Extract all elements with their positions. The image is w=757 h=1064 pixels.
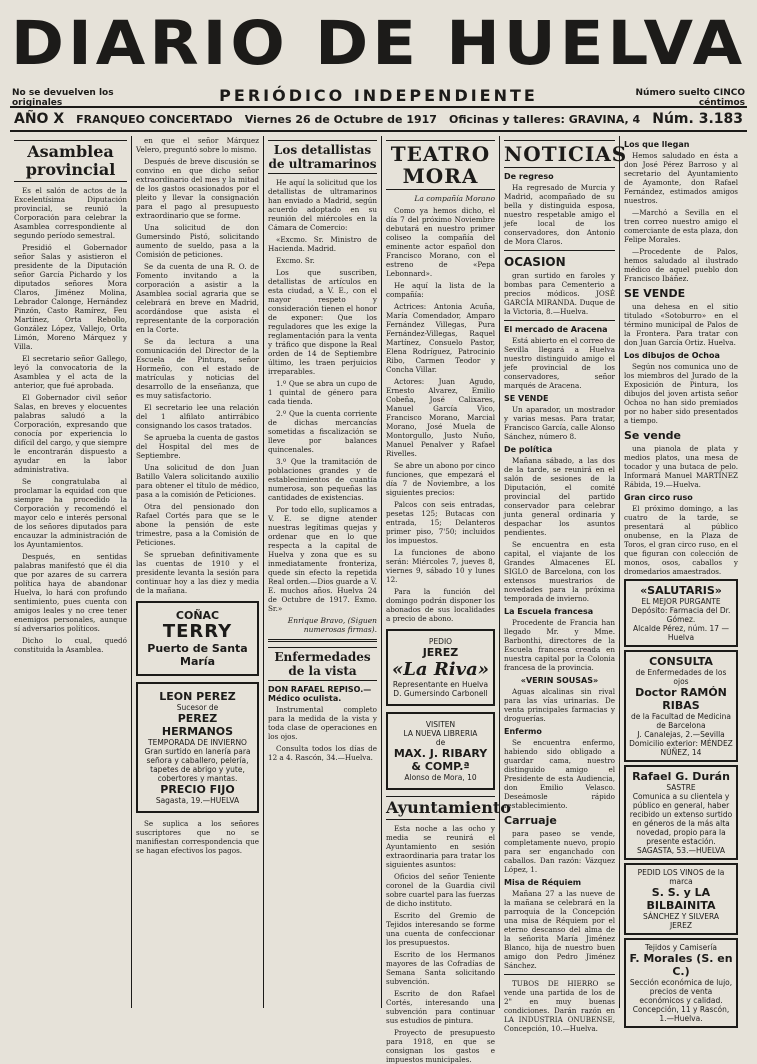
paragraph: Se sprueban definitivamente las cuentas de 1910 y el presidente levanta la sesión para continuar hoy a las diez y media de la mañana.: [136, 550, 259, 595]
paragraph: Escrito de don Rafael Cortés, interesando una subvención para continuar sus estudios de pintura.: [386, 989, 495, 1025]
paragraph: Hemos saludado en ésta a don José Pérez Barroso y al secretario del Ayuntamiento de Ayamonte, don Rafael Fernández, estimados amigos nuestros.: [624, 151, 738, 205]
ad-brand: Rafael G. Durán: [632, 770, 730, 783]
ad-brand: Doctor RAMÓN RIBAS: [635, 686, 727, 712]
ad-brand: MAX. J. RIBARY & COMP.ª: [393, 747, 488, 773]
ocasion-title: OCASION: [504, 255, 566, 269]
ad-line: LA NUEVA LIBRERIA: [403, 729, 478, 738]
column-5: [500, 136, 628, 1033]
carruaje-title: Carruaje: [504, 814, 557, 827]
paragraph: Proyecto de presupuesto para 1918, en que se consignan los gastos e impuestos municipales.: [386, 1028, 495, 1064]
subhead: Enfermo: [504, 727, 542, 736]
paragraph: El próximo domingo, a las cuatro de la tarde, se presentará al público onubense, en la Plaza de Toros, el gran circo ruso, en el que figuran con colección de monos, osos, caballos y dromedarios amaestrados.: [624, 504, 738, 576]
paragraph: Actores: Juan Agudo, Ernesto Alvarez, Emilio Cobeña, José Calixares, Manuel García Vico, Francisco Morano, Marcial Morano, José Muela de Montorgullo, Justo Nuño, Manuel Penalver y Rafael Rivelles.: [386, 377, 495, 458]
paragraph: Un aparador, un mostrador y varias mesas. Para tratar, Francisco García, calle Alonso Sánchez, número 8.: [504, 405, 615, 441]
ad-line: Alonso de Mora, 10: [404, 773, 477, 782]
postage-note: FRANQUEO CONCERTADO: [76, 112, 233, 126]
ad-line: de Enfermedades de los ojos: [635, 668, 727, 686]
paragraph: Escrito de los Hermanos mayores de las Cofradías de Semana Santa solicitando subvención.: [386, 950, 495, 986]
paragraph: Dicho lo cual, quedó constituida la Asamblea.: [14, 636, 127, 654]
divider: [504, 974, 615, 975]
paragraph: Actrices: Antonia Acuña, María Comendador, Amparo Fernández Villegas, Pura Fernández-Villegas, Raquel Martínez, Consuelo Pastor, Elena Rodríguez, Patrocinio Ribo, Carmen Teodor y Concha Villar.: [386, 302, 495, 374]
ad-consulta: [624, 650, 738, 762]
ad-line: Comunica a su clientela y público en general, haber recibido un extenso surtido en géneros de la más alta novedad, propio para la presente estación.: [629, 792, 733, 846]
paragraph: Oficios del señor Teniente coronel de la Guardia civil sobre cuartel para las fuerzas de dicho instituto.: [386, 872, 495, 908]
ad-line: JEREZ: [422, 646, 459, 659]
column-6: [620, 136, 742, 1023]
ad-brand: «SALUTARIS»: [640, 584, 722, 597]
paragraph: Se da lectura a una comunicación del Director de la Escuela de Pintura, señor Hormeño, con el estado de matrículas y noticias del desarrollo de la enseñanza, que es muy satisfactorio.: [136, 337, 259, 400]
ad-duran: [624, 765, 738, 860]
paragraph: Es el salón de actos de la Excelentísima Diputación provincial, se reunió la Corporación para celebrar la Asamblea correspondiente al segundo período semestral.: [14, 186, 127, 240]
ad-line: CONSULTA: [649, 655, 713, 668]
ad-line: JEREZ: [669, 921, 693, 930]
ad-salutaris: [624, 579, 738, 647]
ad-line: Representante en Huelva: [392, 680, 489, 689]
ad-brand: S. S. y LA BILBAINITA: [646, 886, 716, 912]
paragraph: 1.º Que se abra un cupo de 1 quintal de género para cada tienda.: [268, 379, 377, 406]
paragraph: Esta noche a las ocho y media se reunirá el Ayuntamiento en sesión extraordinaria para tratar los siguientes asuntos:: [386, 824, 495, 869]
ad-vinos: [624, 863, 738, 935]
divider: [268, 639, 377, 642]
vende2-title: Se vende: [624, 429, 682, 442]
paragraph: Se abre un abono por cinco funciones, que empezará el día 7 de Noviembre, a los siguientes precios:: [386, 461, 495, 497]
paragraph: Por todo ello, suplicamos a V. E. se digne atender nuestras legítimas quejas y ordenar que en lo que respecta a la capital de Huelva y zona que es su inmediatamente fronteriza, quede sin efecto la repetida Real orden.—Dios guarde a V. E. muchos años. Huelva 24 de Octubre de 1917. Exmo. Sr.»: [268, 505, 377, 613]
paragraph: —Procedente de Palos, hemos saludado al ilustrado médico de aquel pueblo don Francisco Ibáñez.: [624, 247, 738, 283]
issue-date: Viernes 26 de Octubre de 1917: [244, 112, 437, 126]
vende-title: SE VENDE: [624, 287, 686, 300]
ad-la-riva: [386, 629, 495, 706]
paragraph: Después, en sentidas palabras manifestó que él dia que por azares de su carrera política haya de abandonar Huelva, lo hará con profundo sentimiento, pues cuenta con amigos leales y no cree tener enemigos personales, aunque sí adversarios políticos.: [14, 552, 127, 633]
divider: [504, 250, 615, 251]
headline-detallistas: Los detallistas de ultramarinos: [268, 140, 377, 174]
ad-line: EL MEJOR PURGANTE: [641, 597, 721, 606]
ad-line: LEON PEREZ: [159, 690, 236, 703]
paragraph: gran surtido en faroles y bombas para Cementerio a precios módicos. JOSÉ GARCÍA MIRANDA. Duque de la Victoria, 8.—Huelva.: [504, 271, 615, 316]
paragraph: Presidió el Gobernador señor Salas y asistieron el presidente de la Diputación señor García Pichardo y los diputados señores Mora Claros, Jiménez Molina, Lebrador Calonge, Hernández Pinzón, Casto Ramírez, Feu Martínez, Orta Rebollo, González López, Vallejo, Orta Limón, Moreno Márquez y Villa.: [14, 243, 127, 351]
office-address: Oficinas y talleres: GRAVINA, 4: [448, 112, 641, 126]
right-note: Número suelto CINCO céntimos: [635, 88, 745, 108]
column-4: [382, 136, 511, 1064]
paragraph: Ha regresado de Murcia y Madrid, acompañado de su bella y distinguida esposa, nuestro respetable amigo el jefe local de los conservadores, don Antonio de Mora Claros.: [504, 183, 615, 246]
masthead: [10, 6, 747, 108]
paragraph: Procedente de Francia han llegado Mr. y Mme. Barbonthi, directores de la Escuela francesa creada en nuestra capital por la Colonia francesa de la provincia.: [504, 618, 615, 672]
ad-libreria: [386, 712, 495, 790]
paragraph: Se suplica a los señores suscriptores que no se manifiestan correspondencia que se hagan efectivos los pagos.: [136, 819, 259, 855]
ad-line: PEREZ HERMANOS: [161, 712, 234, 738]
ad-line: VISITEN: [425, 720, 456, 729]
headline-asamblea: Asamblea provincial: [14, 140, 127, 182]
ad-line: Alcalde Pérez, núm. 17 — Huelva: [633, 624, 729, 642]
divider: [504, 320, 615, 321]
ad-brand: «La Riva»: [391, 659, 489, 680]
paragraph: El Gobernador civil señor Salas, en breves y elocuentes palabras saludó a la Corporación, expresando que conocía por experiencia lo difícil del cargo, y que siempre le encontrarán dispuesto a ayudar en la labor administrativa.: [14, 393, 127, 474]
ad-line: de: [435, 738, 446, 747]
article-columns: [10, 136, 747, 1064]
subhead: SE VENDE: [504, 394, 549, 403]
column-1: [10, 136, 132, 1008]
ad-line: SAGASTA, 53.—HUELVA: [637, 846, 725, 855]
paragraph: Una solicitud de don Juan Batillo Valera solicitando auxilio para obtener el título de médico, pasa a la comisión de Peticiones.: [136, 463, 259, 499]
paragraph: Instrumental completo para la medida de la vista y toda clase de operaciones en los ojos.: [268, 705, 377, 741]
paragraph: Para la función del domingo podrán disponer los abonados de sus localidades a precio de abono.: [386, 587, 495, 623]
paragraph: Palcos con seis entradas, pesetas 125; Butacas con entrada, 15; Delanteros primer piso, 7'50; incluidos los impuestos.: [386, 500, 495, 545]
paragraph: Se encuentra en esta capital, el viajante de los Grandes Almacenes EL SIGLO de Barcelona, con los extensos muestrarios de novedades para la próxima temporada de invierno.: [504, 540, 615, 603]
headline-vista: Enfermedades de la vista: [268, 647, 377, 681]
paragraph: 2.º Que la cuenta corriente de dichas mercancías sometidas a fiscalización se lleve por balances quincenales.: [268, 409, 377, 454]
info-bar: [10, 108, 747, 132]
paragraph: El secretario señor Gallego, leyó la convocatoria de la Asamblea y el acta de la anterior, que fué aprobada.: [14, 354, 127, 390]
subhead: El mercado de Aracena: [504, 325, 608, 334]
ad-line: COÑAC: [175, 609, 220, 622]
headline-noticias: NOTICIAS: [504, 142, 628, 166]
ad-line: PEDID LOS VINOS de la marca: [637, 868, 725, 886]
paragraph: una pianola de plata y medios platos, una mesa de tocador y una butaca de pelo. Informará Manuel MARTÍNEZ Rábida, 19.—Huelva.: [624, 444, 738, 489]
ad-line: Sagasta, 19.—HUELVA: [155, 796, 240, 805]
paragraph: He aquí la solicitud que los detallistas de ultramarinos han enviado a Madrid, según acuerdo adoptado en su reunión del miércoles en la Cámara de Comercio:: [268, 178, 377, 232]
paragraph: Según nos comunica uno de los miembros del Jurado de la Exposición de Pintura, los dibujos del joven artista señor Ochoa no han sido premiados por no haber sido presentados a tiempo.: [624, 362, 738, 425]
paragraph: Después de breve discusión se convino en que dicho señor extraordinario del mes y la mitad de los gastos ocasionados por el pleito y llevar la consignación para el pago al presupuesto extraordinario que se forme.: [136, 157, 259, 220]
paragraph: Una solicitud de don Gumersindo Pistó, solicitando aumento de sueldo, pasa a la Comisión de peticiones.: [136, 223, 259, 259]
ad-line: Gran surtido en lanería para señora y caballero, pelería, tapetes de abrigo y yute, cobertores y mantas.: [144, 747, 251, 783]
ad-line: Puerto de Santa María: [147, 642, 248, 668]
paragraph: para paseo se vende, completamente nuevo, propio para ser enganchado con caballos. Dan razón: Vázquez López, 1.: [504, 829, 615, 874]
ad-brand: TERRY: [162, 621, 233, 642]
ad-brand: F. Morales (S. en C.): [629, 952, 733, 978]
ad-line: Domicilio exterior: MÉNDEZ NÚÑEZ, 14: [629, 739, 733, 757]
paragraph: Está abierto en el correo de Sevilla llegará a Huelva nuestro distinguido amigo el jefe provincial de los conservadores, señor marqués de Aracena.: [504, 336, 615, 390]
ad-line: SÁNCHEZ Y SILVERA: [643, 912, 719, 921]
paragraph: Otra del pensionado don Rafael Cortés para que se le abone la pensión de este trimestre, pasa a la Comisión de Peticiones.: [136, 502, 259, 547]
paragraph: Aguas alcalinas sin rival para las vías urinarias. De venta principales farmacias y droguerías.: [504, 687, 615, 723]
paragraph: La funciones de abono serán: Miércoles 7, jueves 8, viernes 9, sábado 10 y lunes 12.: [386, 548, 495, 584]
paragraph: TUBOS DE HIERRO se vende una partida de los de 2" en muy buenas condiciones. Darán razón en LA INDUSTRIA ONUBENSE, Concepción, 10.—Huelva.: [504, 979, 615, 1033]
paragraph: Se congratulaba al proclamar la equidad con que siempre ha procedido la Corporación y recomendó el mayor celo e interés personal de los señores diputados para encauzar la administración de los Ayuntamientos.: [14, 477, 127, 549]
ad-line: D. Gumersindo Carbonell: [393, 689, 488, 698]
issue-number: Núm. 3.183: [652, 111, 743, 127]
paragraph: en que el señor Márquez Velero, preguntó sobre lo mismo.: [136, 136, 259, 154]
subhead: Los que llegan: [624, 140, 690, 149]
ad-line: SASTRE: [666, 783, 696, 792]
headline-teatro: TEATRO MORA: [386, 140, 495, 190]
ad-leon-perez: [136, 682, 259, 813]
paragraph: —Marchó a Sevilla en el tren correo nuestro amigo el comerciante de esta plaza, don Felipe Morales.: [624, 208, 738, 244]
doctor-name: DON RAFAEL REPISO.—Médico oculista.: [268, 685, 372, 703]
ad-line: Sección económica de lujo, precios de venta económicos y calidad. Concepción, 11 y Rascón, 1.—Huelva.: [629, 978, 733, 1023]
paragraph: Mañana 27 a las nueve de la mañana se celebrará en la parroquia de la Concepción una misa de Réquiem por el eterno descanso del alma de la señorita María Jiménez Blanco, hija de nuestro buen amigo don Pedro Jiménez Sánchez.: [504, 889, 615, 970]
paragraph: Excmo. Sr.: [276, 256, 315, 265]
paragraph: una dehesa en el sitio titulado «Sotoburro» en el término municipal de Palos de la Frontera. Para tratar con don Juan García Ortiz. Huelva.: [624, 302, 738, 347]
paragraph: Como ya hemos dicho, el día 7 del próximo Noviembre debutará en nuestro primer coliseo la compañía del eminente actor español don Francisco Morano, con el estreno de «Pepa Lebonnard».: [386, 206, 495, 278]
paragraph: 3.º Que la tramitación de poblaciones grandes y de establecimientos de cuantía numerosa, son pequeñas las cantidades de existencias.: [268, 457, 377, 502]
paragraph: Escrito del Gremio de Tejidos interesando se forme una cuenta de confeccionar los presupuestos.: [386, 911, 495, 947]
subhead: La Escuela francesa: [504, 607, 594, 616]
headline-ayuntamiento: Ayuntamiento: [386, 796, 495, 820]
paragraph: Se encuentra enfermo, habiendo sido obligado a guardar cama, nuestro distinguido amigo el Presidente de esta Audiencia, don Emilio Velasco. Deseámosle rápido restablecimiento.: [504, 738, 615, 810]
signature: Enrique Bravo, (Siguen numerosas firmas).: [287, 616, 377, 634]
paragraph: El secretario lee una relación del 1 alfilato antirrábico consignando los casos tratados.: [136, 403, 259, 430]
paragraph: Se aprueba la cuenta de gastos del Hospital del mes de Septiembre.: [136, 433, 259, 460]
ad-morales: [624, 938, 738, 1028]
ad-line: Depósito: Farmacia del Dr. Gómez.: [631, 606, 731, 624]
ad-line: TEMPORADA DE INVIERNO: [148, 738, 247, 747]
paragraph: Consulta todos los días de 12 a 4. Rascón, 34.—Huelva.: [268, 744, 377, 762]
ad-line: Tejidos y Camisería: [644, 943, 718, 952]
subhead: Los dibujos de Ochoa: [624, 351, 720, 360]
newspaper-title: DIARIO DE HUELVA: [10, 8, 747, 80]
ad-terry: [136, 601, 259, 676]
paragraph: He aquí la lista de la compañía:: [386, 281, 495, 299]
subhead: Misa de Réquiem: [504, 878, 582, 887]
subhead: La compañía Morano: [414, 194, 495, 203]
paragraph: «Excmo. Sr. Ministro de Hacienda. Madrid.: [268, 235, 377, 253]
paragraph: Mañana sábado, a las dos de la tarde, se reunirá en el salón de sesiones de la Diputación, el comité provincial del partido conservador para celebrar junta general ordinaria y despachar los asuntos pendientes.: [504, 456, 615, 537]
subhead: De política: [504, 445, 553, 454]
ad-line: J. Canalejas, 2.—Sevilla: [637, 730, 725, 739]
ad-line: de la Facultad de Medicina de Barcelona: [631, 712, 731, 730]
ad-line: Sucesor de: [176, 703, 219, 712]
column-2: [132, 136, 264, 1008]
newspaper-subtitle: PERIÓDICO INDEPENDIENTE: [219, 86, 538, 105]
issue-year: AÑO X: [14, 111, 65, 127]
paragraph: Los que suscriben, detallistas de artículos en esta ciudad, a V. E., con el mayor respeto y consideración tienen el honor de exponer: Que los reguladores que les exige la reglamentación para la venta y tráfico que dispone la Real orden de 14 de Septiembre último, les traen perjuicios irreparables.: [268, 268, 377, 376]
column-3: [264, 136, 382, 1008]
subhead: Gran circo ruso: [624, 493, 693, 502]
verin-title: «VERIN SOUSAS»: [520, 676, 599, 685]
paragraph: Se da cuenta de una R. O. de Fomento invitando a la corporación a asistir a la Asamblea social agraria que se celebrará en breve en Madrid, acordándose que asista el representante de la corporación en la Corte.: [136, 262, 259, 334]
ad-line: PEDIO: [428, 637, 453, 646]
ad-line: PRECIO FIJO: [160, 783, 235, 796]
left-note: No se devuelven los originales: [12, 88, 114, 108]
subhead: De regreso: [504, 172, 554, 181]
